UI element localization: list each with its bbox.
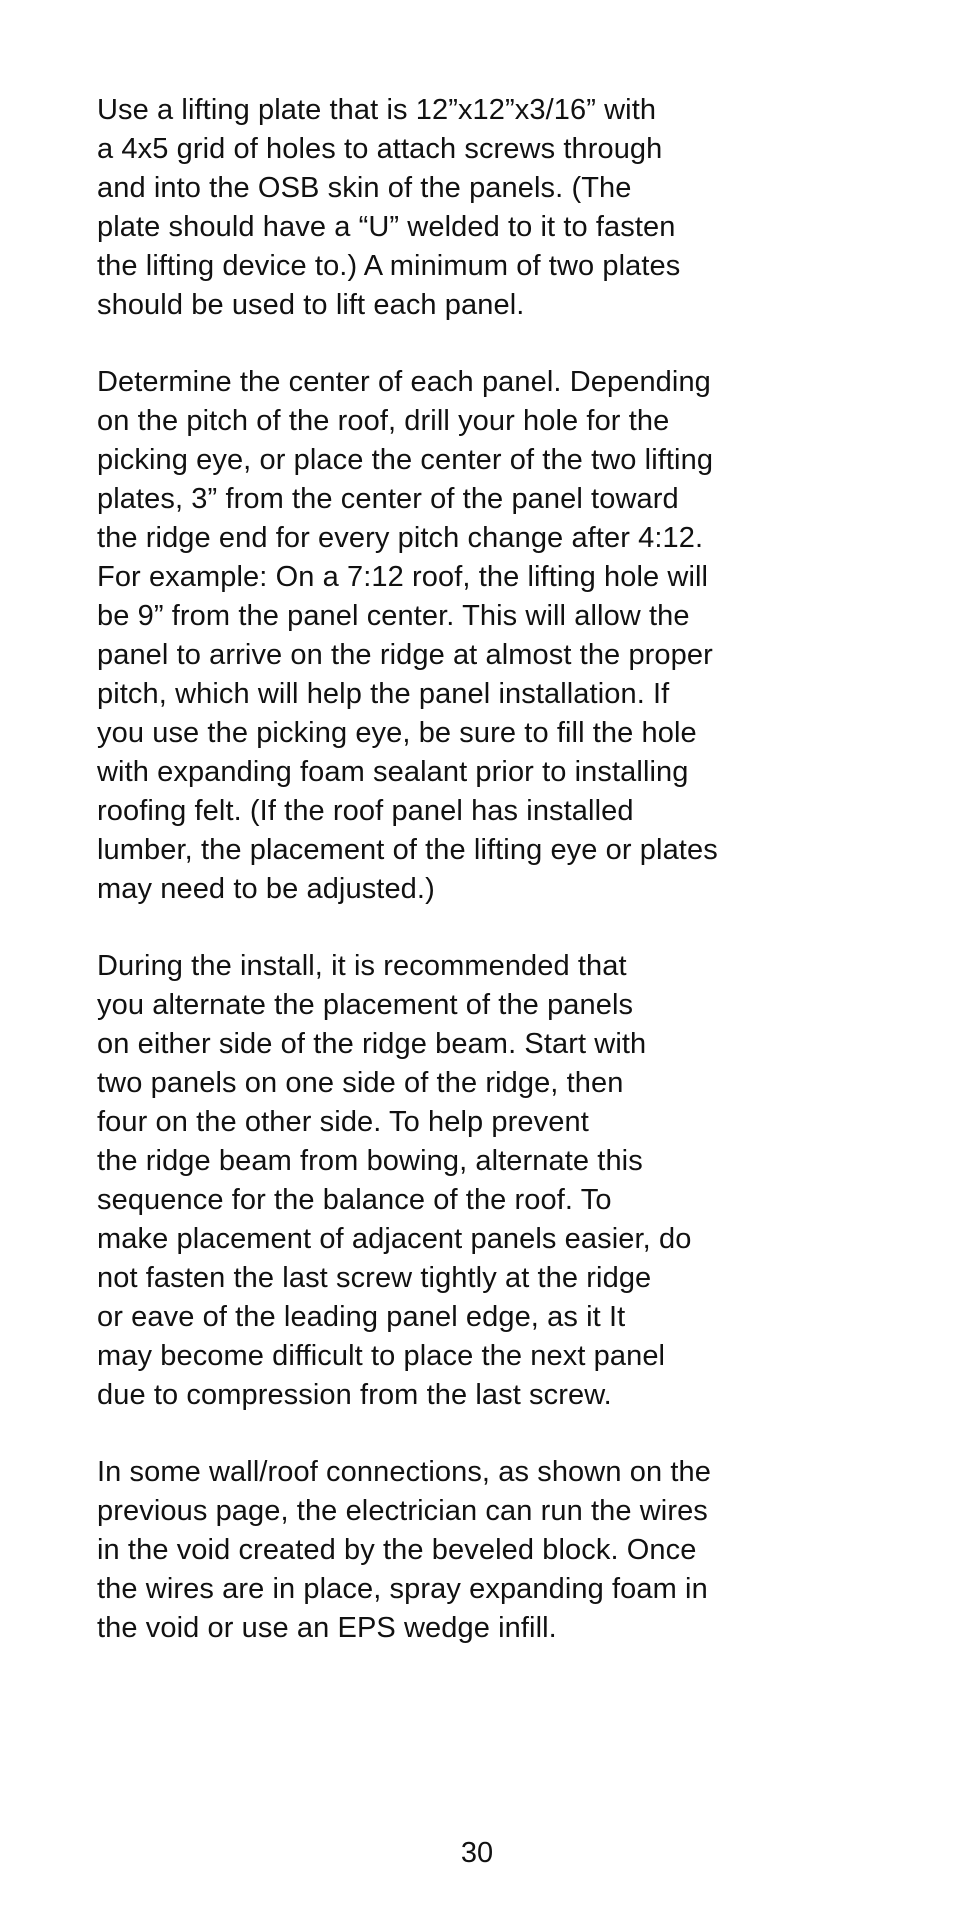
text-line: may become difficult to place the next panel	[97, 1340, 666, 1372]
text-line: the lifting device to.) A minimum of two plates	[97, 250, 681, 282]
text-line: previous page, the electrician can run the wires	[97, 1495, 708, 1527]
text-line: panel to arrive on the ridge at almost the proper	[97, 639, 713, 671]
text-line: plate should have a “U” welded to it to fasten	[97, 211, 676, 243]
text-line: or eave of the leading panel edge, as it It	[97, 1301, 626, 1333]
text-line: two panels on one side of the ridge, then	[97, 1067, 624, 1099]
text-line: lumber, the placement of the lifting eye or plates	[97, 834, 718, 866]
text-line: may need to be adjusted.)	[97, 873, 435, 905]
paragraph-lifting-plate	[97, 91, 817, 325]
text-line: Determine the center of each panel. Depending	[97, 366, 711, 398]
text-line: in the void created by the beveled block. Once	[97, 1534, 697, 1566]
text-line: with expanding foam sealant prior to installing	[97, 756, 689, 788]
text-line: on either side of the ridge beam. Start with	[97, 1028, 647, 1060]
text-line: not fasten the last screw tightly at the ridge	[97, 1262, 652, 1294]
text-line: make placement of adjacent panels easier, do	[97, 1223, 692, 1255]
text-line: plates, 3” from the center of the panel toward	[97, 483, 679, 515]
text-line: pitch, which will help the panel installation. If	[97, 678, 670, 710]
text-line: For example: On a 7:12 roof, the lifting hole will	[97, 561, 709, 593]
paragraph-install-sequence	[97, 947, 817, 1415]
text-line: be 9” from the panel center. This will allow the	[97, 600, 690, 632]
text-line: on the pitch of the roof, drill your hole for the	[97, 405, 670, 437]
text-line: a 4x5 grid of holes to attach screws through	[97, 133, 663, 165]
paragraph-wall-roof-connections	[97, 1453, 817, 1648]
text-line: the ridge beam from bowing, alternate this	[97, 1145, 643, 1177]
text-line: due to compression from the last screw.	[97, 1379, 612, 1411]
text-line: During the install, it is recommended that	[97, 950, 627, 982]
text-line: four on the other side. To help prevent	[97, 1106, 589, 1138]
text-line: sequence for the balance of the roof. To	[97, 1184, 612, 1216]
text-line: should be used to lift each panel.	[97, 289, 525, 321]
text-line: and into the OSB skin of the panels. (The	[97, 172, 632, 204]
text-line: the wires are in place, spray expanding foam in	[97, 1573, 708, 1605]
page-number: 30	[460, 1837, 494, 1869]
text-line: In some wall/roof connections, as shown on the	[97, 1456, 711, 1488]
text-line: the ridge end for every pitch change after 4:12.	[97, 522, 704, 554]
paragraph-panel-center	[97, 363, 817, 909]
text-line: the void or use an EPS wedge infill.	[97, 1612, 557, 1644]
text-line: you use the picking eye, be sure to fill the hole	[97, 717, 697, 749]
text-line: picking eye, or place the center of the two lifting	[97, 444, 714, 476]
text-line: Use a lifting plate that is 12”x12”x3/16” with	[97, 94, 657, 126]
text-line: you alternate the placement of the panels	[97, 989, 634, 1021]
body-text	[97, 91, 817, 1686]
text-line: roofing felt. (If the roof panel has installed	[97, 795, 634, 827]
